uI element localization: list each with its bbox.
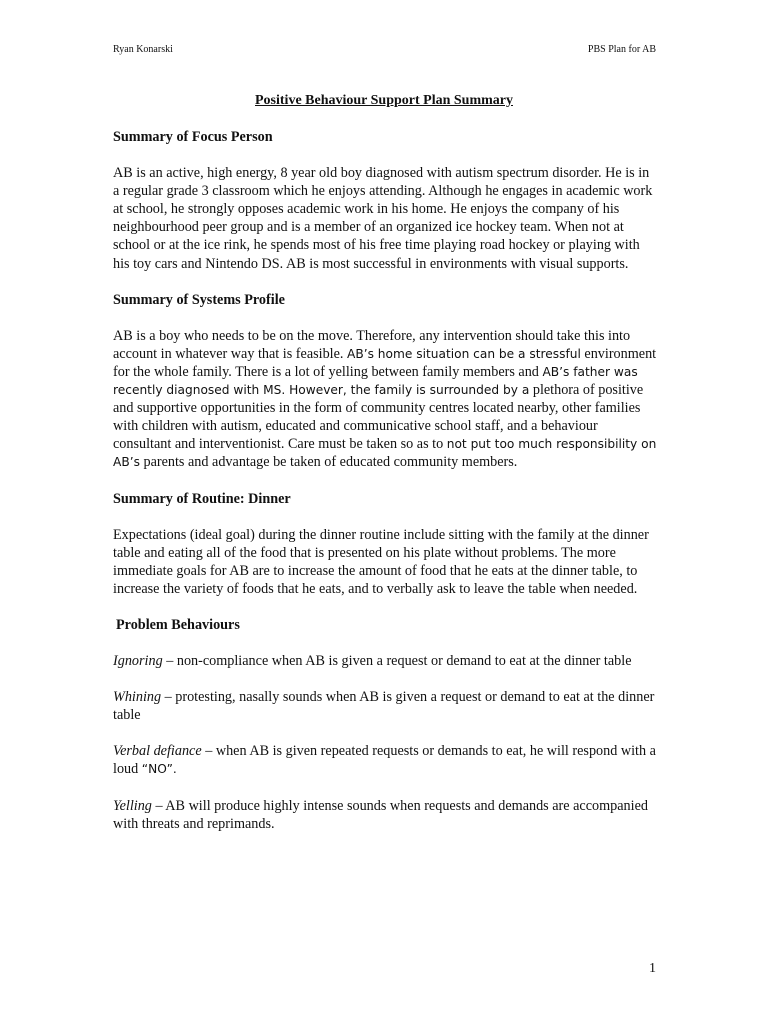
systems-profile-text: plethora of positive and supportive opportunities in the form of community centres located nearby, other families with children with autism, educated and communicative school staff, and a behaviour consultant and interventionist. Care must be taken so as to [113,382,644,453]
problem-behaviour-item [113,688,658,724]
focus-person-heading: Summary of Focus Person [113,129,273,145]
problem-behaviour-item [113,797,658,833]
document-title: Positive Behaviour Support Plan Summary [255,93,513,108]
problem-behaviour-item [113,652,658,670]
routine-heading: Summary of Routine: Dinner [113,490,291,507]
header-running-title: PBS Plan for AB [587,44,656,55]
systems-profile-paragraph [113,327,658,472]
systems-profile-text: AB’s home situation can be a stressful [347,346,581,361]
page-number: 1 [649,961,656,976]
header-author: Ryan Konarski [113,44,173,55]
behaviour-term: Yelling [113,797,152,814]
behaviour-description: – AB will produce highly intense sounds when requests and demands are accompanied with threats and reprimands. [113,797,648,832]
behaviour-term: Whining [113,689,162,706]
behaviour-description: – protesting, nasally sounds when AB is given a request or demand to eat at the dinner table [113,689,655,724]
routine-paragraph: Expectations (ideal goal) during the dinner routine include sitting with the family at the dinner table and eating all of the food that is presented on his plate without problems. The more immediate goals for AB are to increase the amount of food that he eats at the dinner table, to increase the variety of foods that he eats, and to verbally ask to leave the table when needed. [113,526,649,597]
behaviour-term: Ignoring [113,653,163,670]
behaviour-term: Verbal defiance [113,743,202,760]
problem-behaviour-item [113,742,658,778]
behaviour-description: – non-compliance when AB is given a request or demand to eat at the dinner table [162,653,632,670]
systems-profile-text: parents and advantage be taken of educated community members. [139,454,518,471]
running-header [113,44,656,55]
document-body [113,128,658,851]
systems-profile-text: AB is a boy who needs to be on the move. Therefore, any intervention should take this into account in whatever way that is feasible. [113,327,631,362]
behaviour-quote: “NO”. [141,762,177,777]
behaviour-description: – when AB is given repeated requests or demands to eat, he will respond with a loud [113,743,656,778]
systems-profile-text: AB’s father was recently diagnosed with MS. However, the family is surrounded by a [113,364,638,398]
focus-person-paragraph: AB is an active, high energy, 8 year old boy diagnosed with autism spectrum disorder. He is in a regular grade 3 classroom which he enjoys attending. Although he engages in academic work at school, he strongly opposes academic work in his home. He enjoys the company of his neighbourhood peer group and is a member of an organized ice hockey team. When not at school or at the ice rink, he spends most of his free time playing road hockey or playing with his toy cars and Nintendo DS. AB is most successful in environments with visual supports. [113,165,653,272]
systems-profile-text: not put too much responsibility on AB’s [113,437,657,470]
problem-behaviours-heading: Problem Behaviours [116,616,240,633]
systems-profile-text: environment for the whole family. There is a lot of yelling between family members and [113,345,657,380]
systems-profile-heading: Summary of Systems Profile [113,291,285,308]
